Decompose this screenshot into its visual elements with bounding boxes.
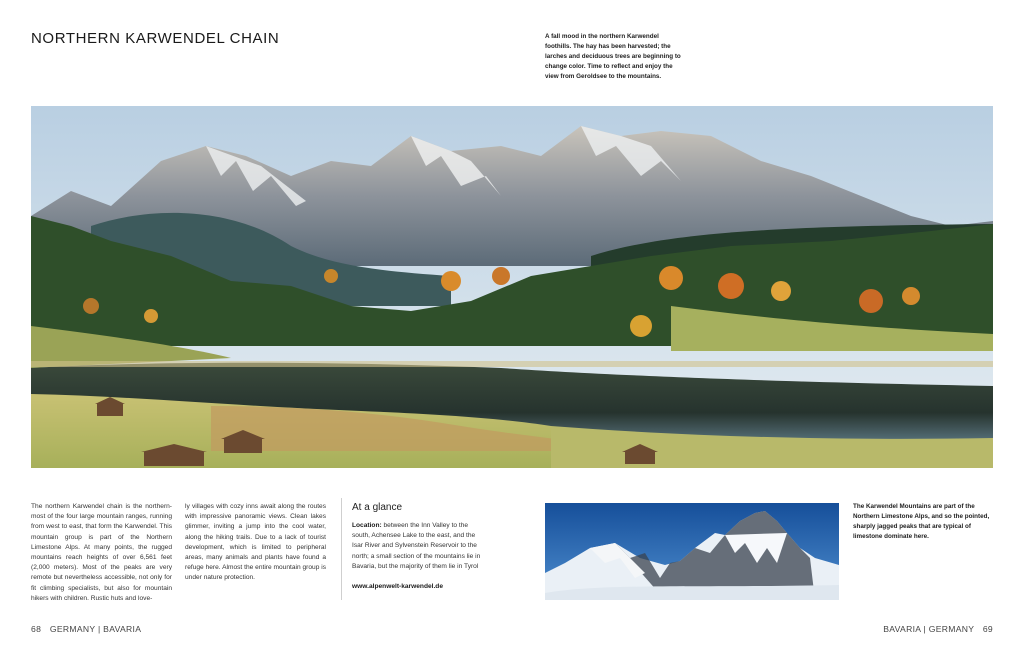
body-text-column-2: ly villages with cozy inns await along the routes with impressive panoramic views. Clean lakes glimmer, inviting a jump into the cool water, along the hiking trails. Due to a lack of tourist development, which is limited to peripheral areas, many animals and plants have found a refuge here. Almost the entire mountain group is under nature protection.: [185, 503, 326, 582]
at-a-glance-body: [352, 521, 484, 572]
page-number-left: 68: [31, 624, 42, 634]
small-photo-caption: The Karwendel Mountains are part of the Northern Limestone Alps, and so the pointed, sharply jagged peaks that are typical of limestone dominate here.: [853, 503, 990, 540]
location-text: between the Inn Valley to the south, Achensee Lake to the east, and the Isar River and Sylvenstein Reservoir to the north; a small section of the mountains lie in Bavaria, but the majority of them lie in Tyrol: [352, 522, 481, 570]
section-label-right: BAVARIA | GERMANY: [883, 624, 975, 634]
column-divider: [341, 498, 342, 600]
location-label: Location:: [352, 522, 382, 529]
main-landscape-photo: [31, 106, 993, 468]
at-a-glance-heading: At a glance: [352, 502, 403, 513]
page-title: NORTHERN KARWENDEL CHAIN: [31, 30, 280, 47]
footer-right: [883, 624, 993, 634]
mountain-peaks-photo: [545, 503, 839, 600]
footer-left: [31, 624, 141, 634]
body-text-column-1: The northern Karwendel chain is the northern-most of the four large mountain ranges, running from west to east, that form the Karwendel. This mountain group is part of the Northern Limestone Alps. At many points, the rugged mountains reach heights of over 6,561 feet (2,000 meters). Most of the peaks are very remote but nevertheless accessible, not only for fit climbing specialists, but also for mountain hikers with children. Rustic huts and love-: [31, 503, 172, 602]
page-number-right: 69: [982, 624, 993, 634]
website-link[interactable]: www.alpenwelt-karwendel.de: [352, 583, 443, 590]
top-photo-caption: A fall mood in the northern Karwendel foothills. The hay has been harvested; the larches and deciduous trees are beginning to change color. Time to reflect and enjoy the view from Geroldsee to the mountains.: [545, 33, 681, 80]
section-label-left: GERMANY | BAVARIA: [49, 624, 142, 634]
